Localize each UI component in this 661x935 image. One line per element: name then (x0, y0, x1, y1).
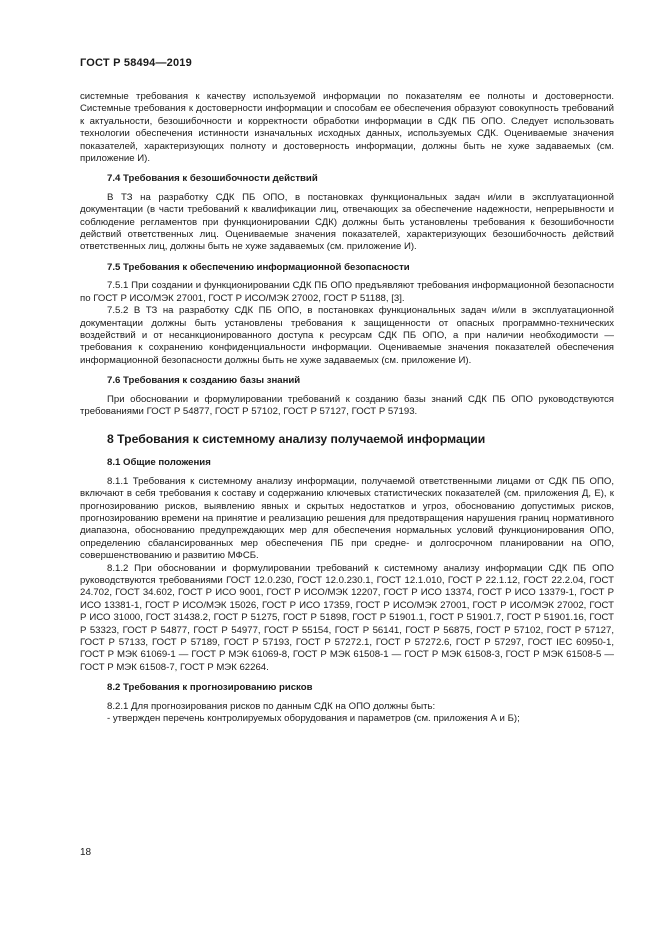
list-item-approved-list: - утвержден перечень контролируемых оборудования и параметров (см. приложения А и Б); (107, 713, 520, 725)
paragraph-8-1-2: 8.1.2 При обосновании и формулировании требований к системному анализу информации СДК ПБ ОПО руководствуются требованиями ГОСТ 12.0.230, ГОСТ 12.0.230.1, ГОСТ 12.1.010, ГОСТ Р 22.1.12, ГОСТ 22.2.04, ГОСТ 24.702, ГОСТ 34.602, ГОСТ Р ИСО 9001, ГОСТ Р ИСО/МЭК 12207, ГОСТ Р ИСО 13374, ГОСТ Р ИСО 13379-1, ГОСТ Р ИСО 13381-1, ГОСТ Р ИСО/МЭК 15026, ГОСТ Р ИСО 17359, ГОСТ Р ИСО/МЭК 27001, ГОСТ Р ИСО/МЭК 27002, ГОСТ Р ИСО 31000, ГОСТ 31438.2, ГОСТ Р 51275, ГОСТ Р 51898, ГОСТ Р 51901.1, ГОСТ Р 51901.7, ГОСТ Р 51901.16, ГОСТ Р 53323, ГОСТ Р 54877, ГОСТ Р 54977, ГОСТ Р 55154, ГОСТ Р 56141, ГОСТ Р 56875, ГОСТ Р 57102, ГОСТ Р 57127, ГОСТ Р 57133, ГОСТ Р 57189, ГОСТ Р 57193, ГОСТ Р 57272.1, ГОСТ Р 57272.6, ГОСТ Р 57297, ГОСТ IEC 60950-1, ГОСТ Р МЭК 61069-1 — ГОСТ Р МЭК 61069-8, ГОСТ Р МЭК 61508-1 — ГОСТ Р МЭК 61508-3, ГОСТ Р МЭК 61508-5 — ГОСТ Р МЭК 61508-7, ГОСТ Р МЭК 62264. (80, 562, 614, 673)
heading-7-4: 7.4 Требования к безошибочности действий (107, 173, 318, 185)
paragraph-8-1-1: 8.1.1 Требования к системному анализу информации, получаемой ответственными лицами от СДК ПБ ОПО, включают в себя требования к составу и содержанию ключевых статистических показателей (см. приложения Д, Е), к прогнозированию рисков, выявлению явных и скрытых недостатков и угроз, обоснованию допустимых рисков, прогнозированию времени на принятие и реализацию решения для предотвращения нарушения границ нормативного диапазона, обоснованию предупреждающих мер для обеспечения нормальных условий функционирования ОПО, определению сбалансированных мер обеспечения ПБ при средне- и долгосрочном планировании на ОПО, совершенствованию и развитию МФСБ. (80, 475, 614, 562)
heading-8-1: 8.1 Общие положения (107, 457, 211, 469)
heading-7-6: 7.6 Требования к созданию базы знаний (107, 375, 301, 387)
paragraph-7-5-2: 7.5.2 В ТЗ на разработку СДК ПБ ОПО, в постановках функциональных задач и/или в эксплуатационной документации должны быть установлены требования к защищенности от опасных программно-технических воздействий и от несанкционированного доступа к ресурсам СДК ПБ ОПО, а при наличии необходимости — требования к сохранению конфиденциальности информации. Оцениваемые значения показателей обеспечения информационной безопасности должны быть не хуже задаваемых (см. приложение И). (80, 305, 614, 366)
paragraph-7-6: При обосновании и формулировании требований к созданию базы знаний СДК ПБ ОПО руководствуются требованиями ГОСТ Р 54877, ГОСТ Р 57102, ГОСТ Р 57127, ГОСТ Р 57193. (80, 393, 614, 417)
paragraph-7-5-1: 7.5.1 При создании и функционировании СДК ПБ ОПО предъявляют требования информационной безопасности по ГОСТ Р ИСО/МЭК 27001, ГОСТ Р ИСО/МЭК 27002, ГОСТ Р 51188, [3]. (80, 280, 614, 304)
heading-8-2: 8.2 Требования к прогнозированию рисков (107, 682, 313, 694)
document-id-header: ГОСТ Р 58494—2019 (80, 57, 192, 69)
document-body (80, 91, 614, 725)
paragraph-8-2-1: 8.2.1 Для прогнозирования рисков по данным СДК на ОПО должны быть: (107, 700, 436, 712)
paragraph-system-requirements: системные требования к качеству используемой информации по показателям ее полноты и достоверности. Системные требования к достоверности информации и способам ее обеспечения образуют совокупность требований к актуальности, безошибочности и корректности обработки информации в СДК ПБ ОПО. Следует использовать технологии обеспечения истинности изначальных исходных данных, используемых СДК. Оцениваемые значения показателей, характеризующих полноту и достоверность информации, должны быть не хуже задаваемых (см. приложение И). (80, 91, 614, 165)
page-number: 18 (80, 847, 92, 858)
heading-section-8: 8 Требования к системному анализу получаемой информации (107, 432, 486, 447)
heading-7-5: 7.5 Требования к обеспечению информационной безопасности (107, 261, 410, 273)
paragraph-7-4: В ТЗ на разработку СДК ПБ ОПО, в постановках функциональных задач и/или в эксплуатационной документации (в части требований к квалификации лиц, отвечающих за обеспечение надежности, непрерывности и соблюдение регламентов при функционировании СДК) должны быть установлены требования к безошибочности действий ответственных лиц. Оцениваемые значения показателей, характеризующих безошибочность действий ответственных лиц, должны быть не хуже задаваемых (см. приложение И). (80, 191, 614, 253)
